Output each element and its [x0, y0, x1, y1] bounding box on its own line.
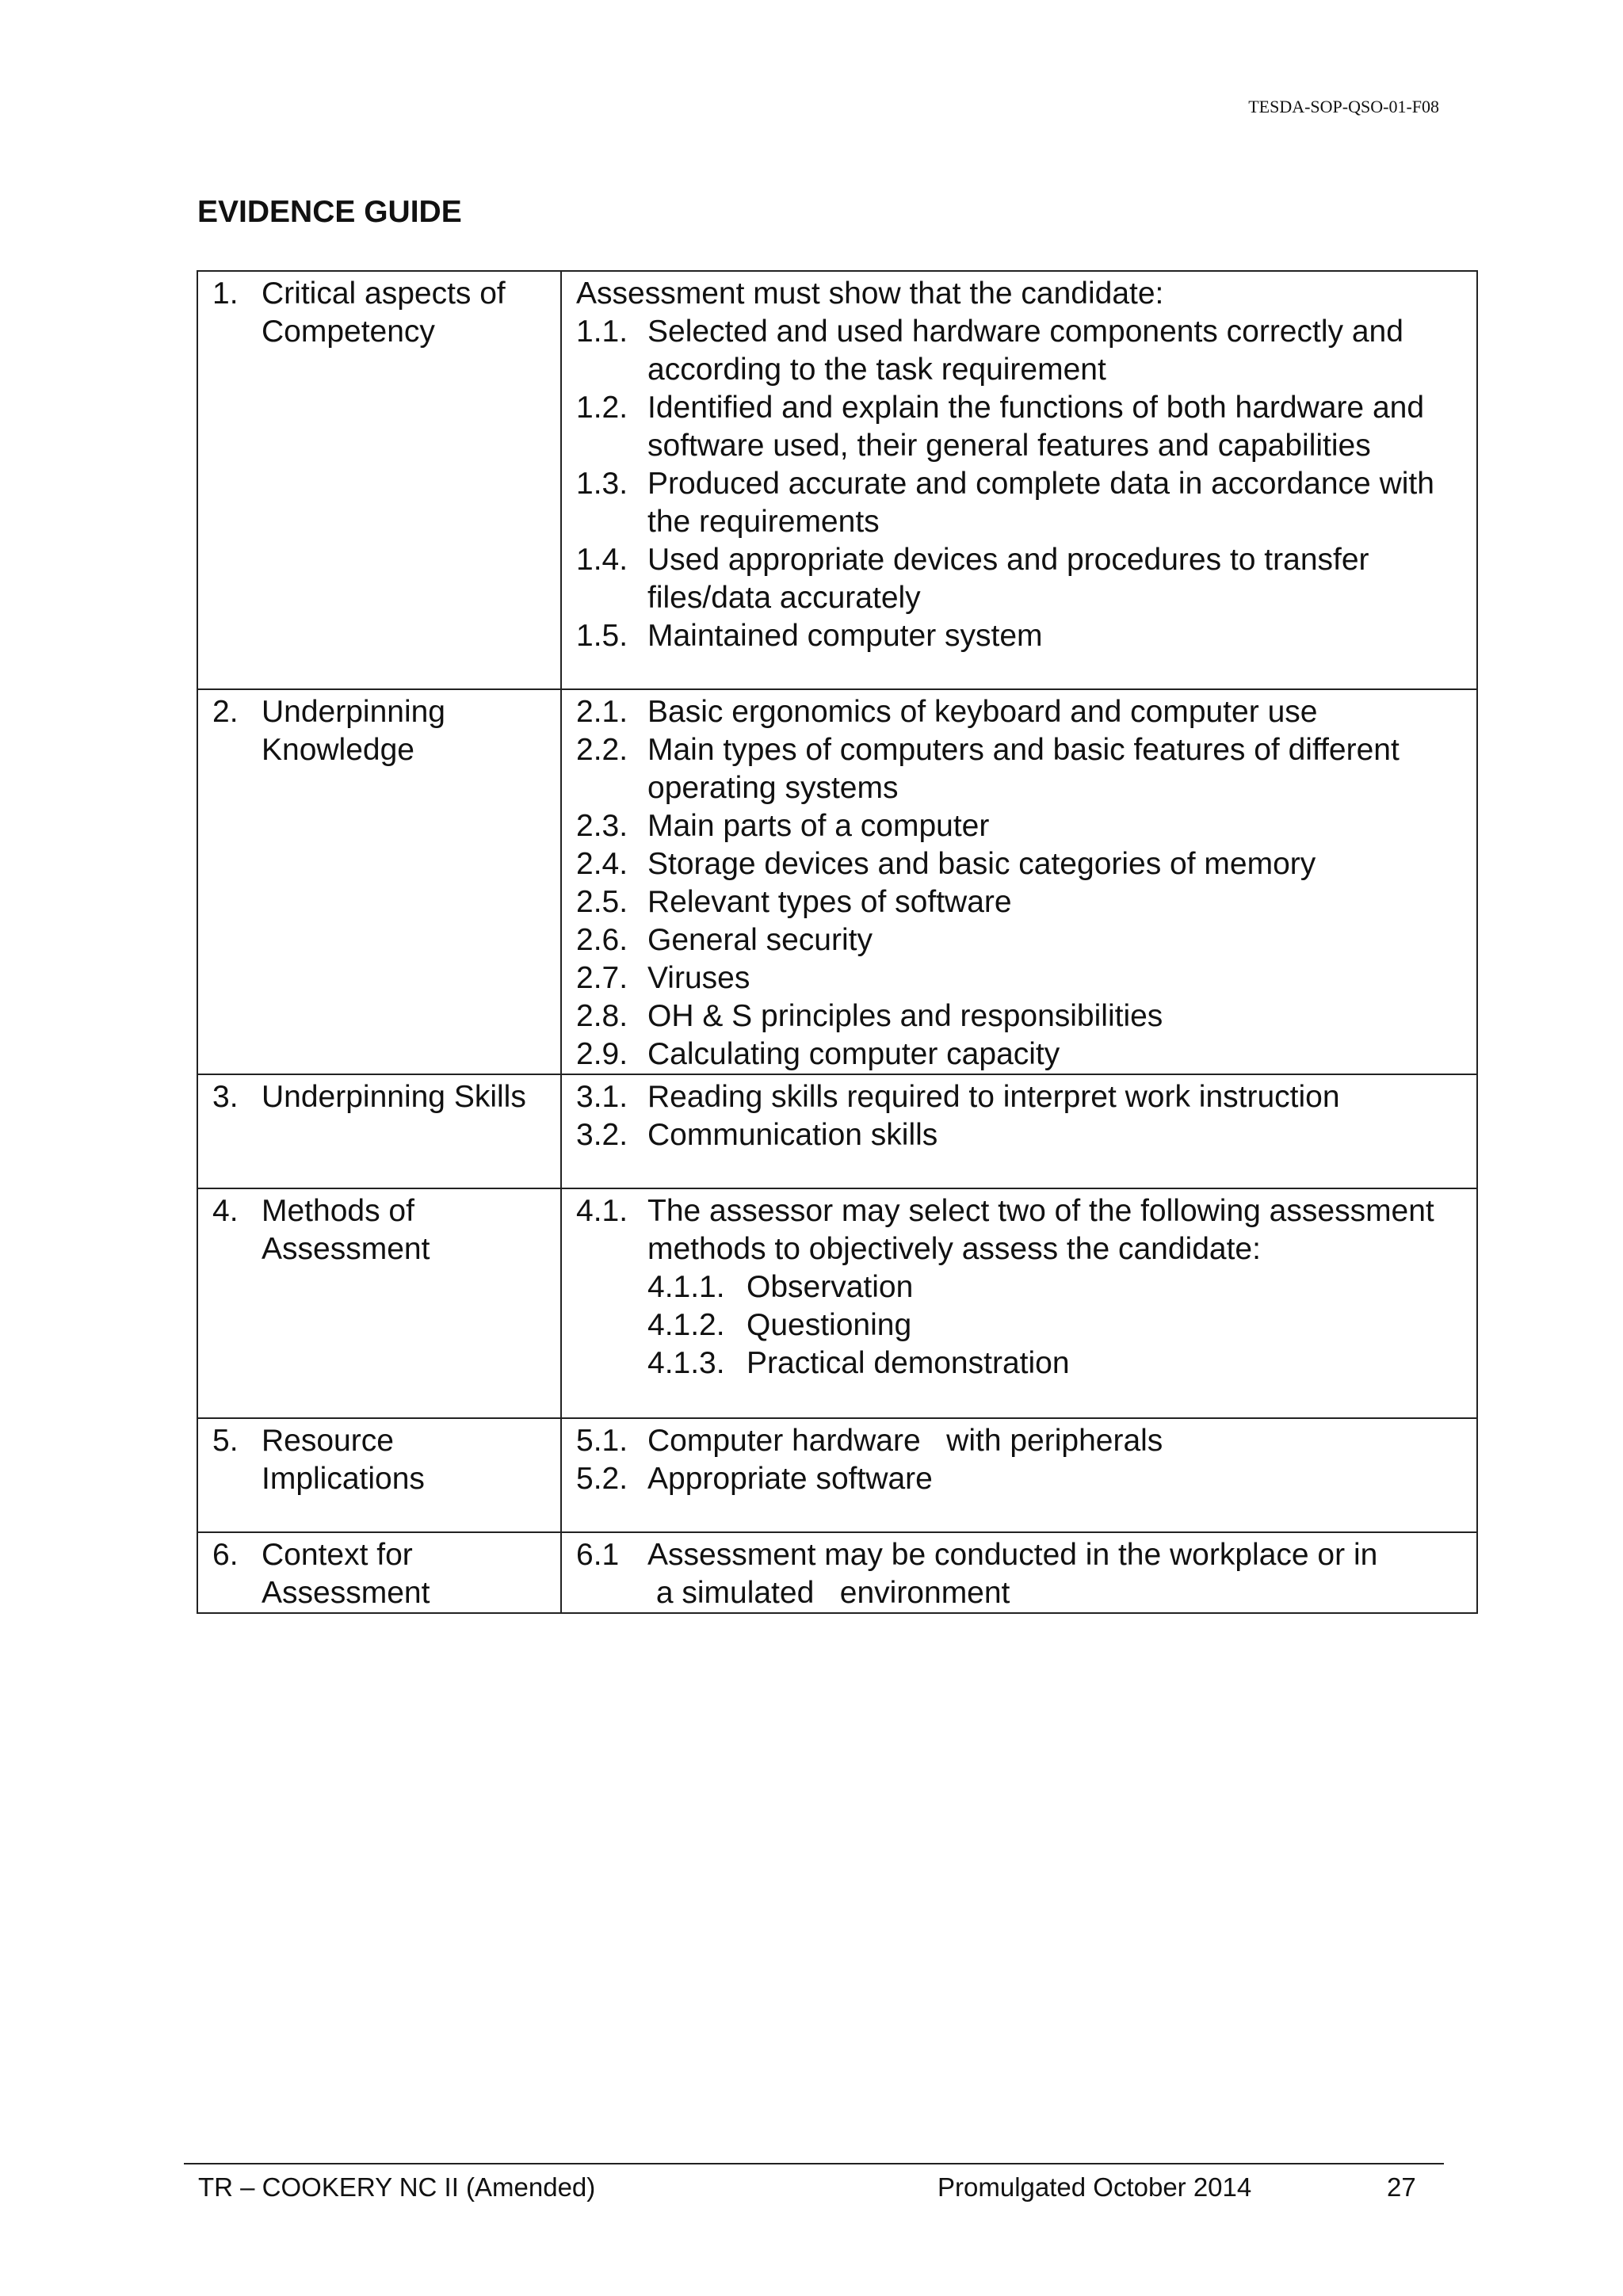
item-number: 1.4. [576, 543, 628, 577]
list-item [576, 1422, 1468, 1460]
table-row [197, 1418, 1477, 1532]
item-text: Basic ergonomics of keyboard and computer use [647, 695, 1318, 729]
item-number: 2.3. [576, 809, 628, 843]
detail-cell [561, 1074, 1477, 1188]
list-item [576, 541, 1468, 617]
item-text: General security [647, 923, 873, 957]
item-text: Viruses [647, 961, 750, 995]
aspect-label: Underpinning Knowledge [262, 695, 446, 767]
item-text: Used appropriate devices and procedures to transfer files/data accurately [647, 543, 1369, 615]
list-item [576, 959, 1468, 997]
aspect-number: 1. [212, 277, 239, 311]
item-number: 2.8. [576, 999, 628, 1033]
item-number: 4.1.2. [647, 1308, 725, 1342]
item-text: Identified and explain the functions of both hardware and software used, their general features and capabilities [647, 391, 1425, 463]
section-title: EVIDENCE GUIDE [197, 195, 462, 229]
page-number: 27 [1387, 2172, 1416, 2202]
item-number: 2.4. [576, 847, 628, 881]
list-item [576, 693, 1468, 731]
list-item [576, 997, 1468, 1035]
item-number: 2.9. [576, 1037, 628, 1071]
detail-cell [561, 1418, 1477, 1532]
list-item [576, 731, 1468, 807]
item-number: 4.1.1. [647, 1270, 725, 1304]
item-text: Storage devices and basic categories of memory [647, 847, 1316, 881]
item-number: 2.2. [576, 733, 628, 767]
item-number: 5.2. [576, 1462, 628, 1496]
item-number: 1.5. [576, 619, 628, 653]
item-number: 4.1.3. [647, 1346, 725, 1380]
item-number: 4.1. [576, 1194, 628, 1228]
aspect-label: Underpinning Skills [262, 1080, 526, 1114]
aspect-number: 3. [212, 1080, 239, 1114]
sub-list-item [576, 1344, 1468, 1383]
aspect-label: Context for Assessment [262, 1538, 430, 1610]
footer-title: TR – COOKERY NC II (Amended) [198, 2172, 596, 2202]
sub-list-item [576, 1306, 1468, 1344]
footer-divider [184, 2163, 1444, 2164]
aspect-cell [197, 1188, 561, 1418]
item-text-lead: Assessment may be conducted in the workplace or in [647, 1538, 1378, 1572]
item-number: 1.1. [576, 315, 628, 349]
list-item [576, 883, 1468, 921]
detail-cell [561, 271, 1477, 689]
aspect-number: 2. [212, 695, 239, 729]
evidence-guide-table [197, 270, 1478, 1614]
item-number: 2.1. [576, 695, 628, 729]
aspect-cell [197, 1074, 561, 1188]
item-number: 1.2. [576, 391, 628, 425]
item-text: Communication skills [647, 1118, 938, 1152]
list-item [576, 1192, 1468, 1268]
item-text: Observation [747, 1270, 914, 1304]
intro-text: Assessment must show that the candidate: [576, 277, 1164, 311]
table-row [197, 271, 1477, 689]
detail-cell [561, 1188, 1477, 1418]
item-text: Computer hardware with peripherals [647, 1424, 1163, 1458]
item-number: 5.1. [576, 1424, 628, 1458]
item-text: The assessor may select two of the following assessment methods to objectively assess the candidate: [647, 1194, 1434, 1266]
detail-cell [561, 1532, 1477, 1613]
list-item [576, 465, 1468, 541]
aspect-cell [197, 689, 561, 1074]
item-text: Relevant types of software [647, 885, 1012, 919]
table-row [197, 1188, 1477, 1418]
table-row [197, 1532, 1477, 1613]
footer-promulgated: Promulgated October 2014 [938, 2172, 1252, 2202]
aspect-cell [197, 271, 561, 689]
item-number: 3.1. [576, 1080, 628, 1114]
list-item [576, 313, 1468, 389]
item-text: Produced accurate and complete data in accordance with the requirements [647, 467, 1434, 539]
list-item [576, 1078, 1468, 1116]
aspect-number: 5. [212, 1424, 239, 1458]
item-number: 3.2. [576, 1118, 628, 1152]
item-text: Practical demonstration [747, 1346, 1070, 1380]
item-number: 2.5. [576, 885, 628, 919]
aspect-label: Critical aspects of Competency [262, 277, 506, 349]
item-number: 6.1 [576, 1538, 620, 1572]
item-text: Selected and used hardware components correctly and according to the task requirement [647, 315, 1403, 387]
detail-cell [561, 689, 1477, 1074]
list-item [576, 1460, 1468, 1498]
list-item [576, 1116, 1468, 1154]
aspect-label: Resource Implications [262, 1424, 425, 1496]
table-row [197, 1074, 1477, 1188]
list-item [576, 921, 1468, 959]
list-item [576, 617, 1468, 655]
item-text: Main parts of a computer [647, 809, 990, 843]
item-text: Questioning [747, 1308, 912, 1342]
item-text: OH & S principles and responsibilities [647, 999, 1163, 1033]
item-text: Reading skills required to interpret work instruction [647, 1080, 1340, 1114]
item-text: Main types of computers and basic features of different operating systems [647, 733, 1400, 805]
aspect-number: 4. [212, 1194, 239, 1228]
aspect-number: 6. [212, 1538, 239, 1572]
sub-list-item [576, 1268, 1468, 1306]
item-text: Maintained computer system [647, 619, 1043, 653]
item-number: 1.3. [576, 467, 628, 501]
aspect-cell [197, 1532, 561, 1613]
list-item [576, 845, 1468, 883]
item-text: Calculating computer capacity [647, 1037, 1060, 1071]
item-text [647, 1536, 1377, 1612]
item-number: 2.6. [576, 923, 628, 957]
table-row [197, 689, 1477, 1074]
aspect-label: Methods of Assessment [262, 1194, 430, 1266]
aspect-cell [197, 1418, 561, 1532]
item-number: 2.7. [576, 961, 628, 995]
list-item [576, 389, 1468, 465]
item-text: Appropriate software [647, 1462, 933, 1496]
list-item [576, 807, 1468, 845]
list-item [576, 1536, 1468, 1612]
item-text-cont: a simulated environment [647, 1576, 1010, 1610]
document-code: TESDA-SOP-QSO-01-F08 [1248, 97, 1439, 116]
list-item [576, 1035, 1468, 1074]
